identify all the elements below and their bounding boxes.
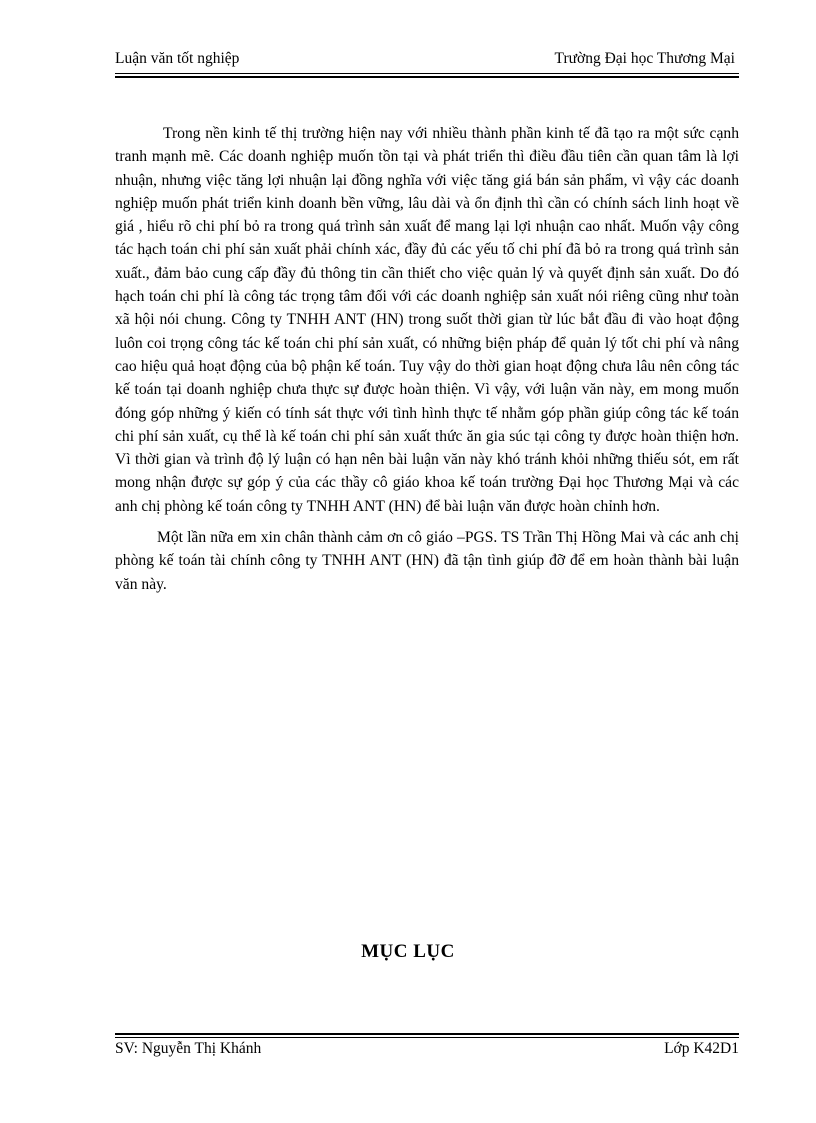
- footer-student-name: SV: Nguyễn Thị Khánh: [115, 1040, 262, 1057]
- footer-rule-top: [115, 1033, 739, 1035]
- paragraph-introduction: Trong nền kinh tế thị trường hiện nay với nhiều thành phần kinh tế đã tạo ra một sức cạnh tranh mạnh mẽ. Các doanh nghiệp muốn tồn tại và phát triển thì điều đầu tiên cần quan tâm là lợi nhuận, nhưng việc tăng lợi nhuận lại đồng nghĩa với việc tăng giá bán sản phẩm, vì vậy các doanh nghiệp muốn phát triển kinh doanh bền vững, lâu dài và ổn định thì cần có chính sách linh hoạt về giá , hiểu rõ chi phí bỏ ra trong quá trình sản xuất để mang lại lợi nhuận cao nhất. Muốn vậy công tác hạch toán chi phí sản xuất phải chính xác, đầy đủ các yếu tố chi phí đã bỏ ra trong quá trình sản xuất., đảm bảo cung cấp đầy đủ thông tin cần thiết cho việc quản lý và quyết định sản xuất. Do đó hạch toán chi phí là công tác trọng tâm đối với các doanh nghiệp sản xuất nói riêng cũng như toàn xã hội nói chung. Công ty TNHH ANT (HN) trong suốt thời gian từ lúc bắt đầu đi vào hoạt động luôn coi trọng công tác kế toán chi phí sản xuất, có những biện pháp để quản lý tốt chi phí và nâng cao hiệu quả hoạt động của bộ phận kế toán. Tuy vậy do thời gian hoạt động chưa lâu nên công tác kế toán tại doanh nghiệp chưa thực sự được hoàn thiện. Vì vậy, với luận văn này, em mong muốn đóng góp những ý kiến có tính sát thực với tình hình thực tế nhằm góp phần giúp công tác kế toán chi phí sản xuất, cụ thể là kế toán chi phí sản xuất thức ăn gia súc tại công ty được hoàn thiện hơn. Vì thời gian và trình độ lý luận có hạn nên bài luận văn này khó tránh khỏi những thiếu sót, em rất mong nhận được sự góp ý của các thầy cô giáo khoa kế toán trường Đại học Thương Mại và các anh chị phòng kế toán công ty TNHH ANT (HN) để bài luận văn được hoàn chỉnh hơn.: [115, 125, 739, 515]
- footer-class: Lớp K42D1: [664, 1040, 739, 1057]
- footer-rule-bottom: [115, 1037, 739, 1038]
- page-header: [115, 47, 735, 73]
- header-left-text: Luận văn tốt nghiệp: [115, 50, 240, 67]
- header-rule-bottom: [115, 76, 739, 78]
- page-footer: [115, 1040, 739, 1062]
- toc-heading: MỤC LỤC: [361, 941, 455, 962]
- header-right-text: Trường Đại học Thương Mại: [554, 50, 735, 67]
- paragraph-acknowledgement: Một lần nữa em xin chân thành cảm ơn cô giáo –PGS. TS Trần Thị Hồng Mai và các anh chị phòng kế toán tài chính công ty TNHH ANT (HN) đã tận tình giúp đỡ để em hoàn thành bài luận văn này.: [115, 529, 739, 593]
- body-text: [115, 122, 739, 596]
- header-rule-top: [115, 73, 739, 74]
